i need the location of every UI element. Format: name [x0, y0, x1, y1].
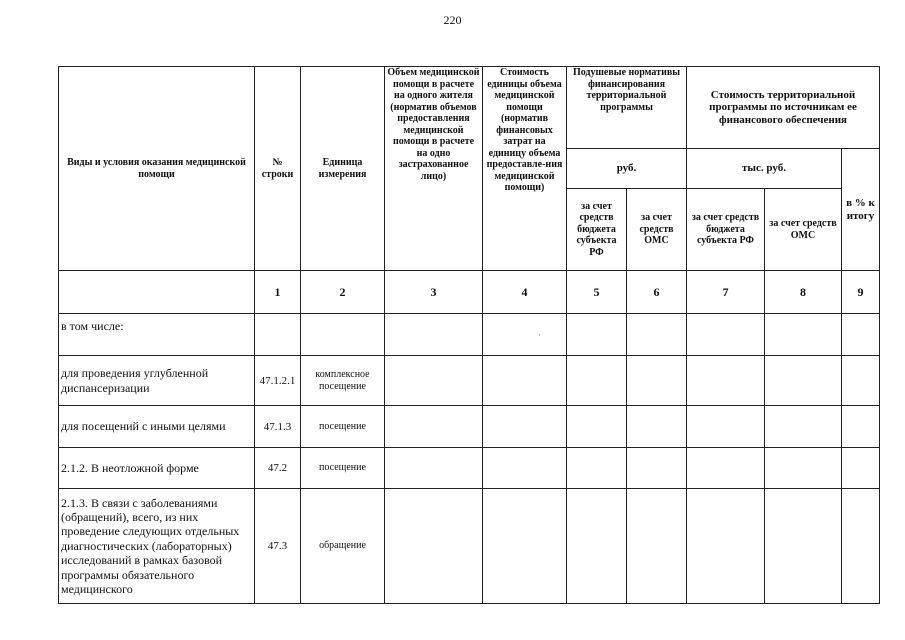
col-number: 6	[627, 271, 687, 314]
col-number: 5	[567, 271, 627, 314]
header-row-number: № строки	[255, 67, 301, 271]
row-number: 47.1.2.1	[255, 356, 301, 406]
table-row	[59, 314, 880, 356]
col-number: 2	[301, 271, 385, 314]
col-number: 7	[687, 271, 765, 314]
header-oms-per-capita: за счет средств ОМС	[627, 189, 687, 271]
table-row	[59, 356, 880, 406]
territorial-program-table	[58, 66, 880, 604]
header-thous-rub: тыс. руб.	[687, 149, 842, 189]
header-budget-rf-per-capita: за счет средств бюджета субъекта РФ	[567, 189, 627, 271]
col-number-empty	[59, 271, 255, 314]
row-number: 47.1.3	[255, 406, 301, 448]
col-number: 4	[483, 271, 567, 314]
row-unit: посещение	[301, 406, 385, 448]
row-number: 47.3	[255, 489, 301, 604]
row-unit: обращение	[301, 489, 385, 604]
row-number	[255, 314, 301, 356]
header-unit-cost: Стоимость единицы объема медицинской помощи (норматив финансовых затрат на единицу объема предоставле-ния медицинской помощи)	[483, 67, 567, 271]
table-row	[59, 489, 880, 604]
row-name: для проведения углубленной диспансеризации	[59, 356, 255, 406]
row-name: в том числе:	[59, 314, 255, 356]
col-number: 8	[765, 271, 842, 314]
col-number: 9	[842, 271, 880, 314]
header-rub: руб.	[567, 149, 687, 189]
column-numbers-row	[59, 271, 880, 314]
header-oms-total: за счет средств ОМС	[765, 189, 842, 271]
table-row	[59, 406, 880, 448]
row-unit	[301, 314, 385, 356]
header-name: Виды и условия оказания медицинской помощи	[59, 67, 255, 271]
table-row	[59, 448, 880, 489]
header-budget-rf-total: за счет средств бюджета субъекта РФ	[687, 189, 765, 271]
row-unit: посещение	[301, 448, 385, 489]
header-unit: Единица измерения	[301, 67, 385, 271]
header-volume: Объем медицинской помощи в расчете на одного жителя (норматив объемов предоставления медицинской помощи в расчете на одно застрахованное лицо)	[385, 67, 483, 271]
header-percent: в % к итогу	[842, 149, 880, 271]
scan-artifact: ·	[538, 330, 541, 340]
row-name: 2.1.3. В связи с заболеваниями (обращений), всего, из них проведение следующих отдельных диагностических (лабораторных) исследований в рамках базовой программы обязательного медицинского	[59, 489, 255, 604]
col-number: 1	[255, 271, 301, 314]
row-number: 47.2	[255, 448, 301, 489]
col-number: 3	[385, 271, 483, 314]
row-unit: комплексное посещение	[301, 356, 385, 406]
header-total-cost: Стоимость территориальной программы по источникам ее финансового обеспечения	[687, 67, 880, 149]
row-name: 2.1.2. В неотложной форме	[59, 448, 255, 489]
page-number: 220	[443, 13, 462, 27]
header-per-capita: Подушевые нормативы финансирования территориальной программы	[567, 67, 687, 149]
row-name: для посещений с иными целями	[59, 406, 255, 448]
